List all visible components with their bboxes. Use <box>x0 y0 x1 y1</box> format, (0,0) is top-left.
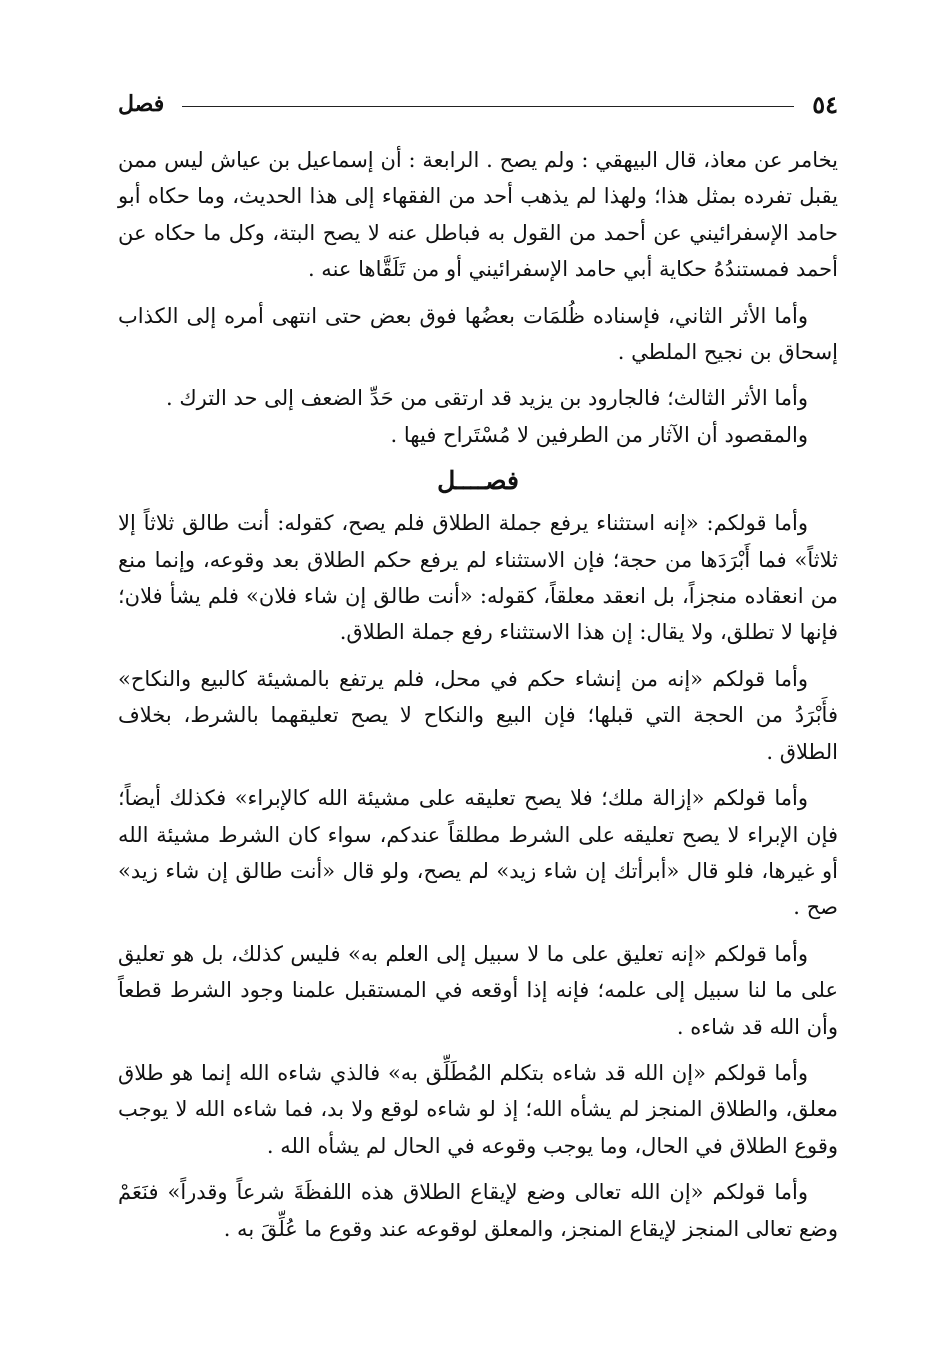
running-header <box>118 84 838 124</box>
paragraph: يخامر عن معاذ، قال البيهقي : ولم يصح . الرابعة : أن إسماعيل بن عياش ليس ممن يقبل تفرده بمثل هذا؛ ولهذا لم يذهب أحد من الفقهاء إلى هذا الحديث، وما حكاه أبو حامد الإسفرائيني عن أحمد من القول به فباطل عنه لا يصح البتة، وكل ما حكاه عن أحمد فمستندُهُ حكاية أبي حامد الإسفرائيني أو من تَلَقَّاها عنه . <box>118 148 838 282</box>
paragraph: وأما الأثر الثاني، فإسناده ظُلمَات بعضُها فوق بعض حتى انتهى أمره إلى الكذاب إسحاق بن نجيح الملطي . <box>118 303 838 365</box>
paragraph: وأما قولكم: «إنه استثناء يرفع جملة الطلاق فلم يصح، كقوله: أنت طالق ثلاثاً إلا ثلاثاً» فما أَبْرَدَها من حجة؛ فإن الاستثناء لم يرفع حكم الطلاق بعد وقوعه، وإنما منع من انعقاده منجزاً، بل انعقد معلقاً، كقوله: «أنت طالق إن شاء فلان» فلم يشأ فلان؛ فإنها لا تطلق، ولا يقال: إن هذا الاستثناء رفع جملة الطلاق. <box>118 511 838 645</box>
paragraph: وأما الأثر الثالث؛ فالجارود بن يزيد قد ارتقى من حَدِّ الضعف إلى حد الترك . <box>166 386 808 411</box>
section-heading: فصــــل <box>437 466 519 496</box>
paragraph: وأما قولكم «إزالة ملك؛ فلا يصح تعليقه على مشيئة الله كالإبراء» فكذلك أيضاً؛ فإن الإبراء لا يصح تعليقه على الشرط مطلقاً عندكم، سواء كان الشرط مشيئة الله أو غيرها، فلو قال «أبرأتك إن شاء زيد» لم يصح، ولو قال «أنت طالق إن شاء زيد» صح . <box>118 786 838 920</box>
header-rule <box>182 106 794 107</box>
page-number: ٥٤ <box>812 89 838 119</box>
paragraph: وأما قولكم «إنه تعليق على ما لا سبيل إلى العلم به» فليس كذلك، بل هو تعليق على ما لنا سبيل إلى علمه؛ فإنه إذا أوقعه في المستقبل علمنا وجود الشرط قطعاً وأن الله قد شاءه . <box>118 941 838 1039</box>
paragraph: وأما قولكم «إنه من إنشاء حكم في محل، فلم يرتفع بالمشيئة كالبيع والنكاح» فأَبْرَدُ من الحجة التي قبلها؛ فإن البيع والنكاح لا يصح تعليقهما بالشرط، بخلاف الطلاق . <box>118 666 838 764</box>
paragraph: وأما قولكم «إن الله قد شاءه بتكلم المُطَلِّق به» فالذي شاءه الله إنما هو طلاق معلق، والطلاق المنجز لم يشأه الله؛ إذ لو شاءه لوقع ولا بد، فما شاءه الله لا يوجب وقوع الطلاق في الحال، وما يوجب وقوعه في الحال لم يشأه الله . <box>118 1060 838 1158</box>
paragraph: والمقصود أن الآثار من الطرفين لا مُسْتَراح فيها . <box>390 422 808 447</box>
running-title: فصل <box>118 91 165 117</box>
body-text <box>118 142 838 1247</box>
paragraph: وأما قولكم «إن الله تعالى وضع لإيقاع الطلاق هذه اللفظَةَ شرعاً وقدراً» فنَعَمْ وضع تعالى المنجز لإيقاع المنجز، والمعلق لوقوعه عند وقوع ما عُلِّقَ به . <box>118 1180 838 1241</box>
